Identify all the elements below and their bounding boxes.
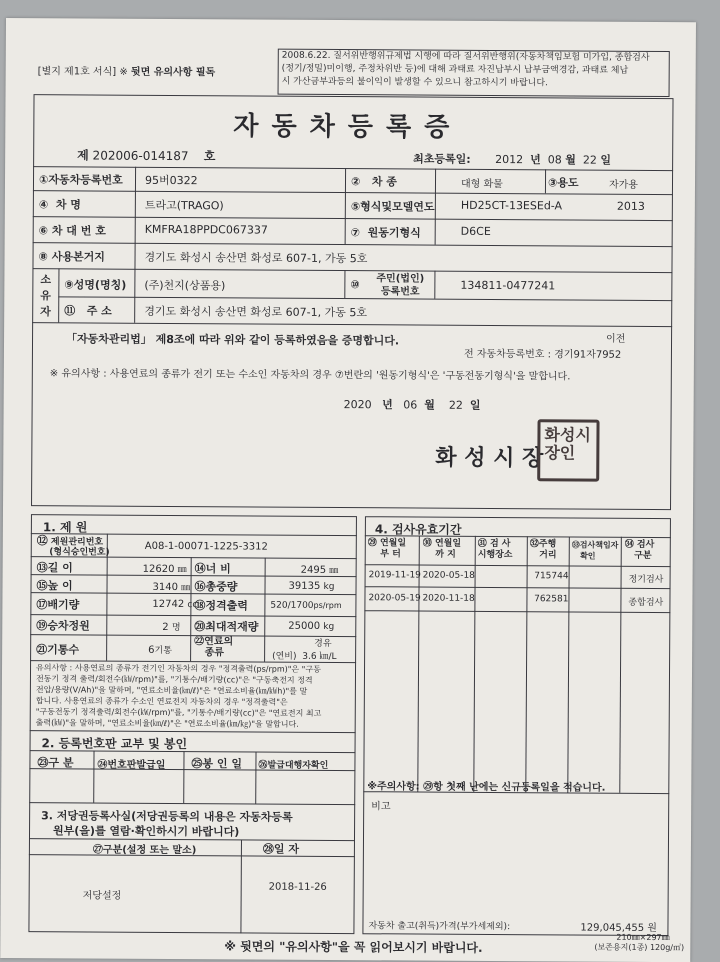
paper-size: 210㎜×297㎜ [616, 932, 670, 943]
insp-row-1-from: 2019-11-19 [368, 570, 421, 581]
engine-value: D6CE [460, 224, 491, 238]
notice-text: 2008.6.22. 질서위반행위규제법 시행에 따라 질서위반행위(자동차책임보험 미가입, 종합검사 (정기/정밀)미이행, 주정차위반 등)에 대해 과태료 자진납부시 납부금액경감, 과태료 체납 시 가산금부과등의 불이익이 발생할 수 있으니 참고하시기 바랍니다. [281, 50, 650, 89]
length-label: ⑬길 이 [36, 561, 73, 575]
length-value: 12620 ㎜ [142, 563, 187, 576]
certification-statement: 「자동차관리법」 제8조에 따라 위와 같이 등록하였음을 증명합니다. [66, 332, 400, 348]
certificate-number: 제 202006-014187 호 [77, 148, 216, 164]
price-label: 자동차 출고(취득)가격(부가세제외): [368, 921, 511, 933]
transfer-label: 이전 [606, 333, 626, 345]
mortgage-entry-type: 저당설정 [82, 890, 122, 902]
owner-id-label: 주민(법인) 등록번호 [376, 273, 425, 298]
reg-number-label: ①자동차등록번호 [38, 173, 123, 187]
footer-note: ※ 뒷면의 "유의사항"을 꼭 읽어보시기 바랍니다. [224, 939, 483, 955]
model-value: HD25CT-13ESEd-A [460, 198, 563, 213]
owner-name-label: ⑨성명(명칭) [64, 278, 127, 292]
fuel-efficiency: (연비) 3.6 ㎞/L [272, 651, 337, 663]
height-value: 3140 ㎜ [152, 581, 191, 594]
insp-row-1-type: 정기검사 [628, 574, 664, 586]
base-address-value: 경기도 화성시 송산면 화성로 607-1, 가동 5호 [144, 250, 368, 266]
gross-weight-value: 39135 kg [288, 580, 335, 593]
car-name-value: 트라고(TRAGO) [144, 198, 224, 213]
insp-row-2-to: 2020-11-18 [422, 593, 475, 604]
plate-col-seal-date: ㉕봉 인 일 [191, 757, 243, 771]
insp-col-type: ㉞ 검사 구분 [624, 539, 655, 561]
usage-value: 자가용 [608, 179, 639, 191]
base-address-label: ⑧ 사용본거지 [38, 250, 105, 264]
insp-col-place: ㉛ 검 사 시행장소 [477, 538, 513, 561]
caution-note: ※ 유의사항 : 사용연료의 종류가 전기 또는 수소인 자동차의 경우 ⑦번란의 '원동기형식'은 '구동전동기형식'을 말합니다. [49, 368, 571, 383]
insp-row-2-from: 2020-05-19 [368, 593, 421, 604]
insp-col-mileage: ㉜주행 거리 [529, 539, 557, 561]
gross-weight-label: ⑯총중량 [194, 580, 238, 594]
insp-col-to: ㉚ 연월일 까 지 [422, 538, 462, 560]
cylinders-label: ㉑기통수 [36, 643, 80, 657]
mortgage-title: 3. 저당권등록사실(저당권등록의 내용은 자동차등록 원부(을)를 열람·확인하시기 바랍니다) [41, 809, 293, 839]
max-load-value: 25000 kg [288, 620, 335, 633]
official-seal [537, 419, 599, 481]
inspection-title: 4. 검사유효기간 [374, 522, 462, 537]
plate-col-issue-date: ㉔번호판발급일 [97, 759, 166, 771]
mortgage-col-date: ㉘일 자 [262, 842, 300, 856]
height-label: ⑮높 이 [36, 579, 73, 593]
plate-section-title: 2. 등록번호판 교부 및 봉인 [41, 736, 188, 752]
owner-side-label: 소 유 자 [40, 273, 52, 319]
model-label: ⑤형식및모델연도 [350, 200, 435, 214]
vin-value: KMFRA18PPDC067337 [144, 222, 268, 237]
engine-label: ⑦ 원동기형식 [350, 226, 421, 240]
owner-address-label: ⑪ 주 소 [64, 304, 112, 318]
mortgage-col-type: ㉗구분(설정 또는 말소) [92, 844, 197, 857]
power-value: 520/1700ps/rpm [270, 600, 342, 611]
car-name-label: ④ 차 명 [38, 198, 81, 212]
power-label: ⑱정격출력 [194, 599, 248, 613]
vehicle-type-value: 대형 화물 [460, 178, 503, 191]
price-value: 129,045,455 원 [580, 922, 657, 934]
issuer-name: 화 성 시 장 [435, 445, 544, 472]
first-registration-date: 최초등록일: 2012 년 08 월 22 일 [413, 152, 612, 167]
insp-row-2-km: 762581 [534, 594, 569, 605]
registration-certificate [0, 18, 696, 962]
fuel-label: ㉒연료의 종류 [194, 636, 234, 659]
displacement-value: 12742 cc [152, 598, 198, 611]
insp-row-1-to: 2020-05-18 [422, 570, 475, 581]
previous-reg-number: 전 자동차등록번호 : 경기91자7952 [463, 348, 622, 361]
usage-label: ③용도 [547, 176, 579, 190]
insp-col-inspector: ㉝검사책임자 확인 [571, 540, 619, 561]
insp-row-2-type: 종합검사 [628, 597, 664, 609]
model-year: 2013 [616, 199, 645, 213]
paper-type: (보존용지(1종) 120g/㎡) [594, 942, 685, 953]
max-load-label: ⑳최대적재량 [194, 620, 259, 634]
cylinders-value: 6기통 [148, 644, 172, 657]
reg-number-value: 95버0322 [144, 173, 198, 188]
plate-col-agent: ㉖발급대행자확인 [258, 760, 329, 771]
inspection-note: ※주의사항: ㉙항 첫째 난에는 신규등록일을 적습니다. [367, 781, 606, 794]
insp-row-1-km: 715744 [534, 571, 569, 582]
seats-label: ⑲승차정원 [36, 619, 90, 633]
insp-col-from: ㉙ 연월일 부 터 [367, 538, 407, 560]
mortgage-entry-date: 2018-11-26 [268, 881, 327, 893]
form-label: [별지 제1호 서식] ※ 뒷면 유의사항 필독 [37, 66, 216, 79]
owner-name-value: (주)천지(상품용) [144, 278, 226, 293]
displacement-label: ⑰배기량 [36, 598, 80, 612]
width-label: ⑭너 비 [194, 562, 231, 576]
spec-notes: 유의사항 : 사용연료의 종류가 전기인 자동차의 경우 "정격출력(ps/rpm)"은 "구동 전동기 정격 출력/회전수(㎾/rpm)"를, "기통수/배기량(cc)"은 "구동축전지 정격 전압/용량(V/Ah)"을 말하며, "연료소비율(㎞/ℓ)"은 "연료소비율(㎞/㎾h)"를 말 합니다. 사용연료의 종류가 수소인 연료전지 자동차의 경우 "정격출력"은 "구동전동기 정격출력/회전수(㎾/rpm)"를, "기통수/배기량(cc)"은 "연료전지 최고 출력(㎾)"을 말하며, "연료소비율(㎞/ℓ)"은 "연료소비율(㎞/㎏)"을 말합니다. [35, 663, 322, 729]
issue-date: 2020 년 06 월 22 일 [343, 398, 481, 412]
vin-label: ⑥ 차 대 번 호 [38, 224, 106, 238]
spec-title: 1. 제 원 [42, 520, 88, 535]
owner-id-num: ⑩ [350, 278, 360, 292]
owner-id-value: 134811-0477241 [460, 278, 556, 293]
seal-text: 화성시장인 [544, 425, 591, 463]
width-value: 2495 ㎜ [300, 564, 339, 577]
approval-label: ⑫ 제원관리번호 (형식승인번호) [36, 534, 110, 558]
owner-address-value: 경기도 화성시 송산면 화성로 607-1, 가동 5호 [144, 304, 368, 320]
document-title: 자 동 차 등 록 증 [233, 111, 452, 143]
fuel-value: 경유 [314, 638, 332, 650]
seats-value: 2 명 [162, 621, 181, 634]
approval-value: A08-1-00071-1225-3312 [144, 540, 268, 553]
plate-col-type: ㉓구 분 [37, 756, 74, 770]
remarks-label: 비고 [371, 801, 391, 813]
vehicle-type-label: ② 차 종 [350, 175, 397, 189]
